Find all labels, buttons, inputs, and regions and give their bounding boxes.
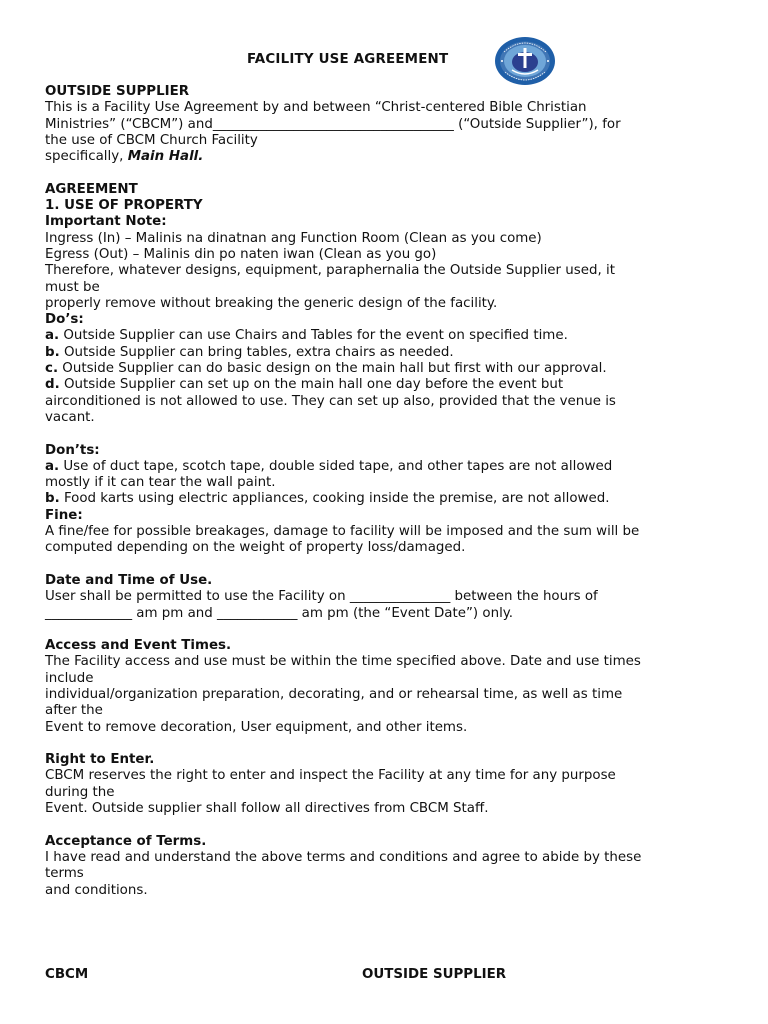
dos-letter: b. (45, 344, 60, 360)
right-line: CBCM reserves the right to enter and inspect the Facility at any time for any purpose (45, 768, 616, 784)
donts-item (45, 491, 735, 507)
agreement-body (45, 84, 735, 899)
access-line: Event to remove decoration, User equipment, and other items. (45, 719, 468, 735)
signature-label-outside-supplier: OUTSIDE SUPPLIER (362, 967, 507, 982)
intro-heading: OUTSIDE SUPPLIER (45, 84, 190, 99)
fine-line: A fine/fee for possible breakages, damage to facility will be imposed and the sum will be (45, 524, 640, 540)
intro-line: the use of CBCM Church Facility (45, 132, 258, 148)
donts-item (45, 459, 735, 475)
acceptance-line: I have read and understand the above terms and conditions and agree to abide by these (45, 849, 642, 865)
access-heading: Access and Event Times. (45, 638, 232, 654)
egress-line: Egress (Out) – Malinis din po naten iwan (Clean as you go) (45, 246, 437, 262)
right-to-enter-heading: Right to Enter. (45, 752, 155, 768)
intro-prefix: specifically, (45, 149, 128, 165)
dos-text: Outside Supplier can do basic design on the main hall but first with our approval. (58, 361, 607, 377)
dos-letter: d. (45, 377, 60, 393)
intro-line: This is a Facility Use Agreement by and between “Christ-centered Bible Christian (45, 100, 587, 116)
dos-text: Outside Supplier can use Chairs and Tables for the event on specified time. (59, 328, 568, 344)
document-title: FACILITY USE AGREEMENT (247, 52, 449, 67)
important-note-label: Important Note: (45, 214, 167, 230)
donts-label: Don’ts: (45, 442, 100, 458)
donts-item-continued: mostly if it can tear the wall paint. (45, 475, 276, 491)
date-time-line: _____________ am pm and ____________ am pm (the “Event Date”) only. (45, 605, 514, 621)
date-time-heading: Date and Time of Use. (45, 572, 213, 588)
acceptance-line: terms (45, 866, 84, 882)
signature-label-cbcm: CBCM (45, 967, 89, 982)
right-line: during the (45, 784, 115, 800)
dos-text: Outside Supplier can set up on the main hall one day before the event but (59, 377, 564, 393)
dos-item (45, 377, 735, 393)
fine-label: Fine: (45, 507, 83, 523)
dos-item-continued: airconditioned is not allowed to use. They can set up also, provided that the venue is (45, 393, 616, 409)
acceptance-heading: Acceptance of Terms. (45, 833, 207, 849)
therefore-line: must be (45, 279, 100, 295)
main-hall-emphasis: Main Hall. (127, 149, 204, 165)
access-line: individual/organization preparation, decorating, and or rehearsal time, as well as time (45, 686, 623, 702)
dos-item (45, 345, 735, 361)
acceptance-line: and conditions. (45, 882, 148, 898)
right-line: Event. Outside supplier shall follow all directives from CBCM Staff. (45, 801, 489, 817)
donts-text: Use of duct tape, scotch tape, double sided tape, and other tapes are not allowed (59, 458, 613, 474)
dos-letter: c. (45, 361, 59, 377)
access-line: after the (45, 703, 103, 719)
dos-text: Outside Supplier can bring tables, extra chairs as needed. (59, 344, 454, 360)
dos-item-continued: vacant. (45, 409, 95, 425)
ingress-line: Ingress (In) – Malinis na dinatnan ang Function Room (Clean as you come) (45, 230, 542, 246)
access-line: The Facility access and use must be within the time specified above. Date and use times (45, 654, 641, 670)
therefore-line: properly remove without breaking the generic design of the facility. (45, 295, 498, 311)
intro-line (45, 149, 735, 165)
agreement-heading: AGREEMENT (45, 181, 138, 197)
intro-line: Ministries” (“CBCM”) and____________________________________ (“Outside Supplier”), for (45, 116, 621, 132)
date-time-line: User shall be permitted to use the Facility on _______________ between the hours of (45, 589, 598, 605)
dos-label: Do’s: (45, 312, 84, 328)
fine-line: computed depending on the weight of property loss/damaged. (45, 540, 466, 556)
section-use-of-property: 1. USE OF PROPERTY (45, 198, 203, 214)
access-line: include (45, 670, 94, 686)
therefore-line: Therefore, whatever designs, equipment, paraphernalia the Outside Supplier used, it (45, 263, 615, 279)
dos-item (45, 328, 735, 344)
dos-item (45, 361, 735, 377)
donts-letter: b. (45, 491, 60, 507)
ministry-logo-seal (494, 36, 556, 86)
donts-text: Food karts using electric appliances, cooking inside the premise, are not allowed. (59, 491, 610, 507)
donts-letter: a. (45, 458, 60, 474)
dos-letter: a. (45, 328, 60, 344)
